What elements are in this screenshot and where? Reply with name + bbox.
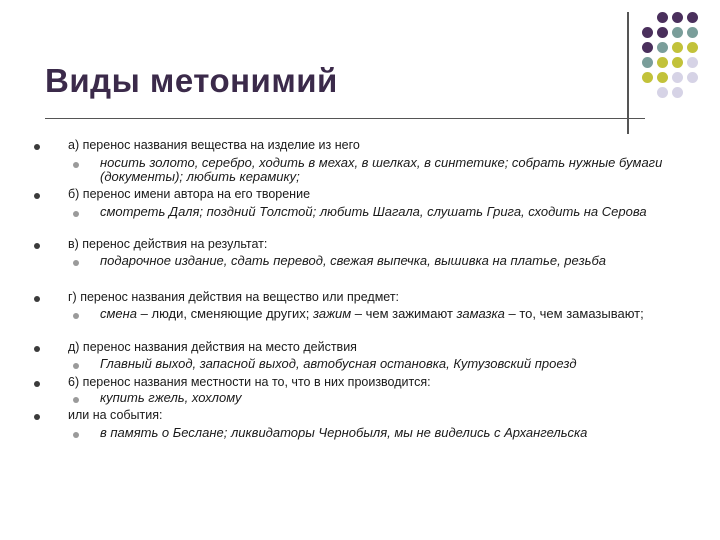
sub-bullet bbox=[73, 162, 79, 168]
list-item-label: д) перенос названия действия на место действия bbox=[68, 340, 357, 354]
list-item-label: г) перенос названия действия на вещество или предмет: bbox=[68, 290, 400, 304]
slide-title: Виды метонимий bbox=[45, 62, 338, 99]
sub-bullet bbox=[73, 313, 79, 319]
list-item-label: 6) перенос названия местности на то, что в них производится: bbox=[68, 375, 431, 389]
bullet bbox=[34, 381, 40, 387]
bullet bbox=[34, 414, 40, 420]
list-item-label: а) перенос названия вещества на изделие из него bbox=[68, 138, 360, 152]
term-zazhim: зажим bbox=[312, 306, 352, 321]
term-zazhim-def: – чем зажимают bbox=[351, 306, 457, 321]
list-item-example: в память о Беслане; ликвидаторы Чернобыля, мы не виделись с Архангельска bbox=[100, 425, 588, 440]
bullet bbox=[34, 243, 40, 249]
list-item-example: носить золото, серебро, ходить в мехах, в шелках, в синтетике; собрать нужные бумаги (документы); любить керамику; bbox=[100, 155, 663, 184]
sub-bullet bbox=[73, 397, 79, 403]
sub-bullet bbox=[73, 432, 79, 438]
sub-bullet bbox=[73, 260, 79, 266]
term-zamazka-def: – то, чем замазывают; bbox=[504, 306, 644, 321]
bullet bbox=[34, 144, 40, 150]
term-smena-def: – люди, сменяющие других; bbox=[137, 306, 313, 321]
sub-bullet bbox=[73, 211, 79, 217]
bullet bbox=[34, 296, 40, 302]
term-zamazka: замазка bbox=[456, 306, 505, 321]
sub-bullet bbox=[73, 363, 79, 369]
list-item-label: или на события: bbox=[68, 408, 163, 422]
term-smena: смена bbox=[100, 306, 138, 321]
bullet bbox=[34, 346, 40, 352]
bullet bbox=[34, 193, 40, 199]
list-item-example: купить гжель, хохлому bbox=[100, 390, 242, 405]
list-item-example bbox=[100, 307, 675, 321]
list-item-example: Главный выход, запасной выход, автобусная остановка, Кутузовский проезд bbox=[100, 356, 577, 371]
list-item-label: б) перенос имени автора на его творение bbox=[68, 187, 311, 201]
list-item-example: подарочное издание, сдать перевод, свежая выпечка, вышивка на платье, резьба bbox=[100, 253, 607, 268]
list-item-example: смотреть Даля; поздний Толстой; любить Шагала, слушать Грига, сходить на Серова bbox=[100, 204, 647, 219]
list-item-label: в) перенос действия на результат: bbox=[68, 237, 268, 251]
